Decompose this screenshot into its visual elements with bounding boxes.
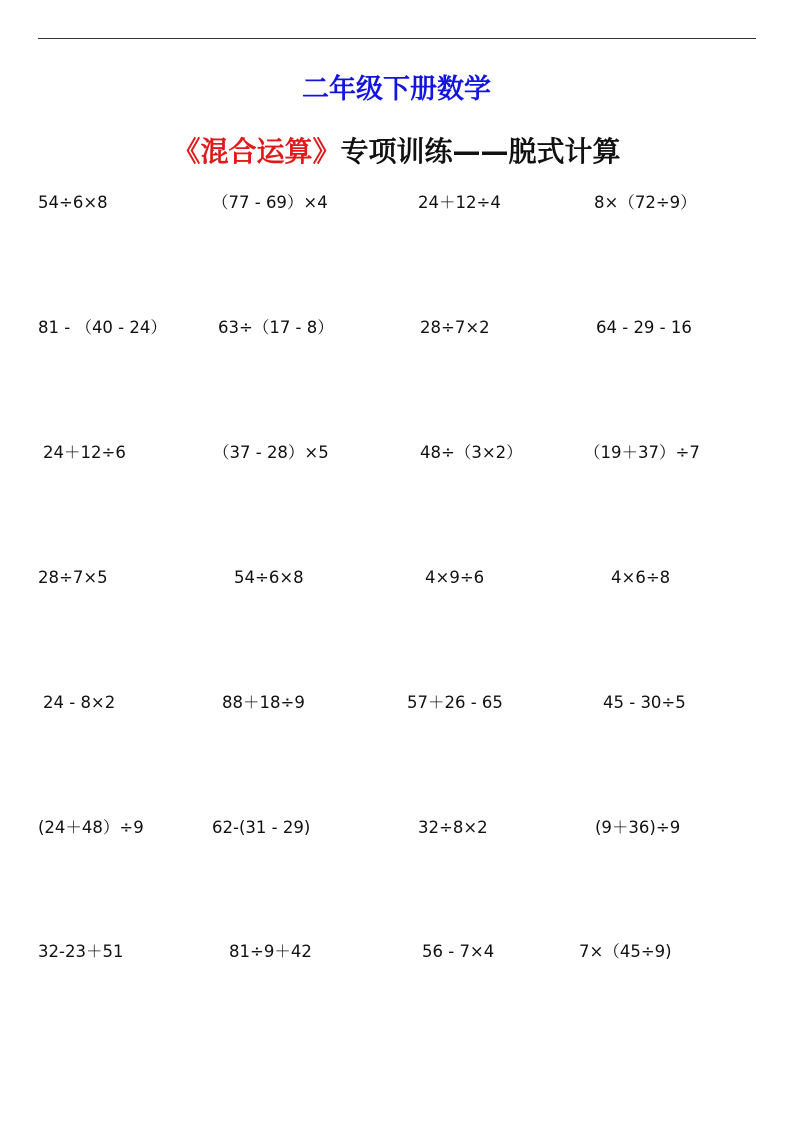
problem-item: 88＋18÷9 [222,693,305,712]
subtitle-topic: 《混合运算》 [172,135,341,168]
problem-item: 32÷8×2 [418,818,488,837]
problem-item: 28÷7×5 [38,568,108,587]
problem-item: 54÷6×8 [38,193,108,212]
problem-item: 57＋26 - 65 [407,693,503,712]
problem-item: 81÷9＋42 [229,942,312,961]
page-title: 二年级下册数学 [302,74,491,105]
problem-item: 81 - （40 - 24） [38,318,167,337]
problem-item: (9＋36)÷9 [595,818,681,837]
problem-item: 63÷（17 - 8） [218,318,334,337]
problem-item: 24＋12÷4 [418,193,501,212]
problem-item: 45 - 30÷5 [603,693,686,712]
problem-item: (24＋48）÷9 [38,818,144,837]
problem-item: 24 - 8×2 [43,693,116,712]
problem-item: 4×9÷6 [425,568,485,587]
problem-item: 4×6÷8 [611,568,671,587]
problem-item: 32-23＋51 [38,942,124,961]
problem-item: （37 - 28）×5 [213,443,329,462]
problem-item: 28÷7×2 [420,318,490,337]
problem-item: 54÷6×8 [234,568,304,587]
problem-item: （77 - 69）×4 [212,193,328,212]
subtitle-description: 专项训练——脱式计算 [340,135,621,168]
problem-item: 8×（72÷9） [594,193,697,212]
problem-item: 48÷（3×2） [420,443,523,462]
problem-item: 56 - 7×4 [422,942,495,961]
problem-item: 62-(31 - 29) [212,818,311,837]
problem-item: （19＋37）÷7 [584,443,700,462]
problem-item: 24＋12÷6 [43,443,126,462]
problem-item: 64 - 29 - 16 [596,318,692,337]
problem-item: 7×（45÷9) [579,942,672,961]
